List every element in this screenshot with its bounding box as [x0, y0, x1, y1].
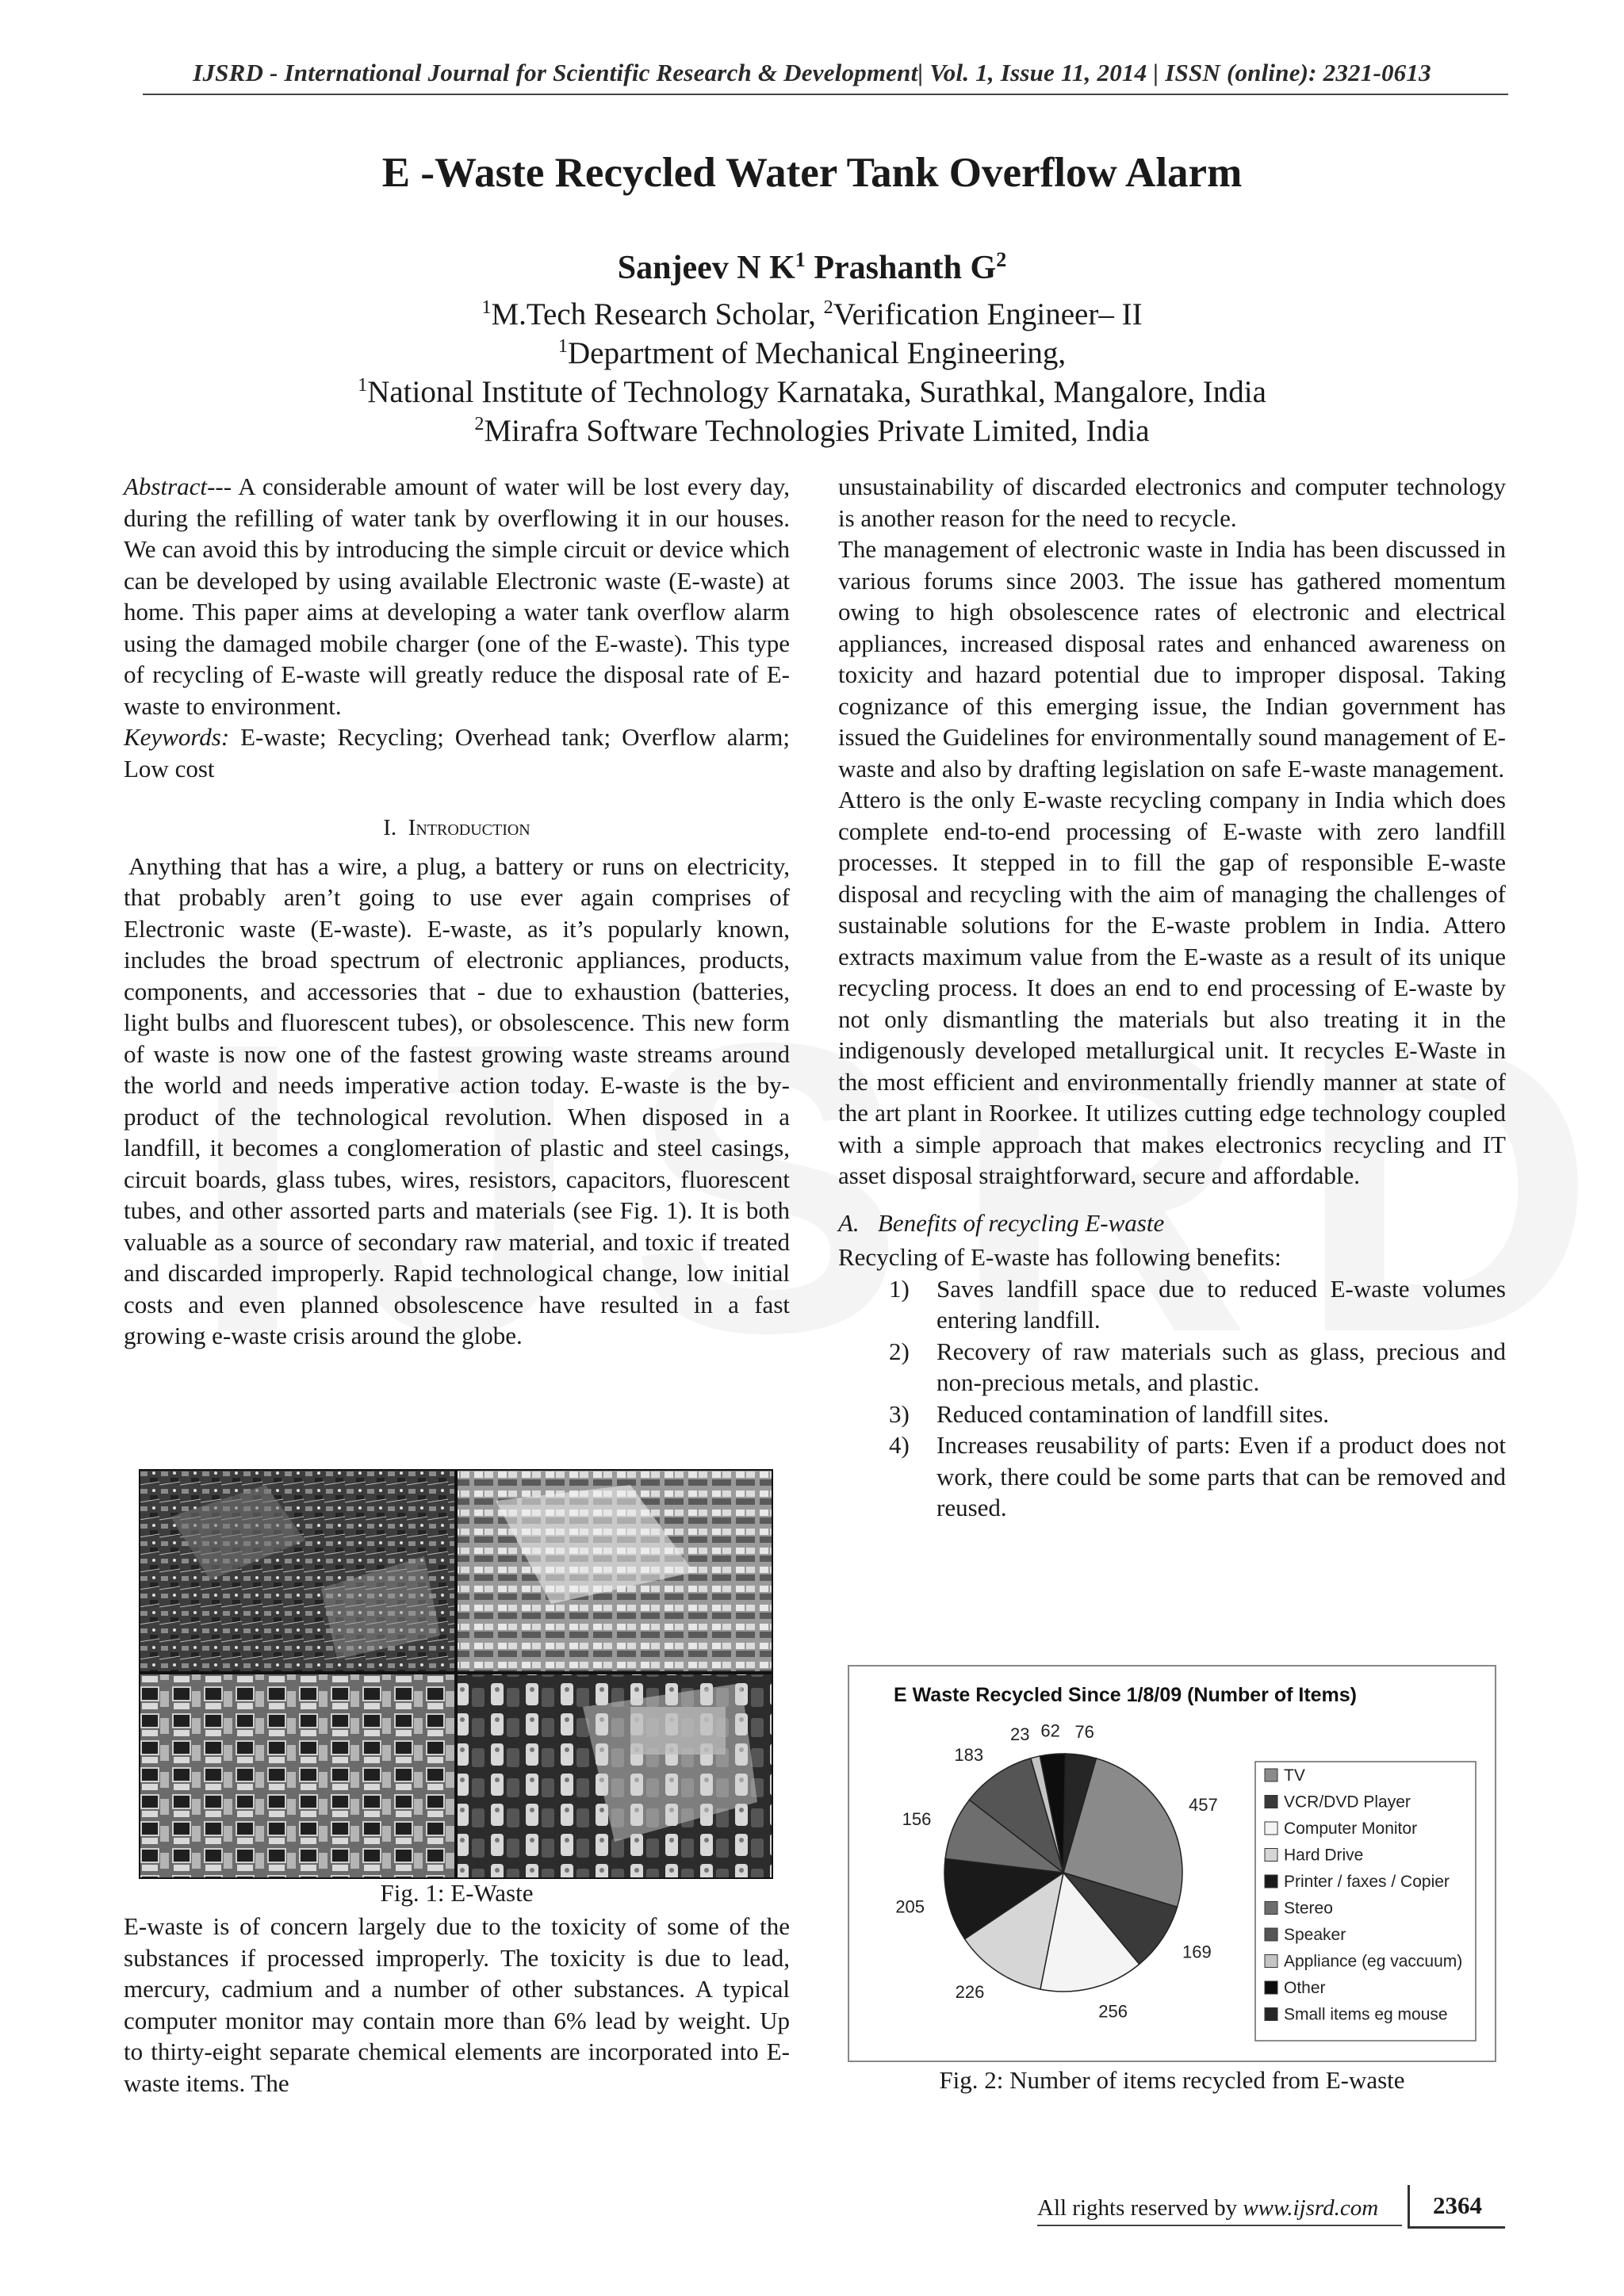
affiliation-line-1 — [0, 297, 1624, 332]
left-column — [124, 471, 790, 1352]
chart-title: E Waste Recycled Since 1/8/09 (Number of Items) — [894, 1684, 1358, 1706]
legend-swatch — [1265, 1849, 1277, 1862]
legend-swatch — [1265, 1875, 1277, 1888]
pie-data-label: 205 — [895, 1896, 925, 1917]
legend-label: Computer Monitor — [1284, 1820, 1418, 1838]
author-1: Sanjeev N K — [617, 250, 795, 286]
legend-swatch — [1265, 1928, 1277, 1941]
abstract — [124, 471, 790, 721]
aff-sup: 1 — [481, 297, 492, 318]
pie-data-label: 256 — [1098, 2001, 1128, 2022]
subsection-heading-benefits: A. Benefits of recycling E-waste — [838, 1208, 1165, 1237]
author-line — [0, 249, 1624, 287]
pie-data-label: 23 — [1010, 1724, 1030, 1745]
keywords — [124, 721, 790, 784]
abstract-label: Abstract — [124, 473, 208, 500]
list-number: 2) — [889, 1337, 910, 1365]
figure-1-ewaste-collage — [139, 1469, 773, 1879]
section-title: Introduction — [408, 815, 530, 840]
footer-rule — [1037, 2225, 1402, 2226]
figure-2-caption: Fig. 2: Number of items recycled from E-waste — [939, 2066, 1405, 2094]
legend-swatch — [1265, 1955, 1277, 1968]
keywords-text: E-waste; Recycling; Overhead tank; Overflow alarm; Low cost — [124, 723, 790, 783]
aff-text: Department of Mechanical Engineering, — [568, 336, 1067, 370]
site-link[interactable]: www.ijsrd.com — [1243, 2195, 1379, 2221]
aff-text: National Institute of Technology Karnataka, Surathkal, Mangalore, India — [367, 375, 1266, 409]
legend-label: Stereo — [1284, 1899, 1333, 1918]
page-number: 2364 — [1408, 2185, 1505, 2229]
section-number: I. — [383, 815, 397, 840]
rights-text: All rights reserved by — [1037, 2195, 1243, 2221]
aff-sup: 2 — [474, 413, 485, 434]
section-heading-introduction — [124, 813, 790, 844]
author-1-sup: 1 — [795, 248, 806, 271]
toxicity-paragraph — [124, 1911, 790, 2099]
pie-data-label: 62 — [1040, 1720, 1060, 1741]
affiliation-line-3 — [0, 374, 1624, 410]
legend-swatch — [1265, 1769, 1277, 1781]
legend-swatch — [1265, 1981, 1277, 1994]
list-text: Recovery of raw materials such as glass, precious and non-precious metals, and plastic. — [936, 1337, 1506, 1396]
affiliation-line-2 — [0, 335, 1624, 371]
legend-swatch — [1265, 1822, 1277, 1835]
list-item — [838, 1336, 1506, 1399]
list-item — [838, 1273, 1506, 1336]
aff-sup: 2 — [823, 297, 833, 318]
header-rule — [143, 94, 1508, 95]
benefits-list — [838, 1273, 1506, 1524]
benefits-intro: Recycling of E-waste has following benefits: — [838, 1243, 1281, 1271]
list-number: 1) — [889, 1274, 910, 1303]
list-item — [838, 1399, 1506, 1430]
list-text: Saves landfill space due to reduced E-waste volumes entering landfill. — [936, 1274, 1506, 1334]
list-number: 3) — [889, 1399, 910, 1428]
right-column — [838, 471, 1506, 1524]
list-item — [838, 1429, 1506, 1524]
pie-chart — [849, 1667, 1495, 2061]
list-text: Reduced contamination of landfill sites. — [936, 1399, 1330, 1428]
attero-paragraph: Attero is the only E-waste recycling company in India which does complete end-to-end processing of E-waste with zero landfill processes. It stepped in to fill the gap of responsible E-waste disposal and recycling with the aim of managing the challenges of sustainable solutions for the E-waste problem in India. Attero extracts maximum value from the E-waste as a result of its unique recycling process. It does an end to end processing of E-waste by not only dismantling the materials but also treating it in the indigenously developed metallurgical unit. It recycles E-Waste in the most efficient and environmentally friendly manner at state of the art plant in Roorkee. It utilizes cutting edge technology coupled with a simple approach that makes electronics recycling and IT asset disposal straightforward, secure and affordable. — [838, 786, 1506, 1189]
figure-1-caption: Fig. 1: E-Waste — [380, 1879, 534, 1907]
figure-2-chart-frame — [848, 1665, 1496, 2062]
legend-label: Small items eg mouse — [1284, 2005, 1448, 2024]
pie-data-label: 156 — [902, 1808, 932, 1829]
legend-label: Speaker — [1284, 1926, 1346, 1944]
legend-swatch — [1265, 2008, 1277, 2021]
pie-data-label: 457 — [1189, 1794, 1218, 1815]
aff-sup: 1 — [358, 374, 368, 396]
legend-label: Printer / faxes / Copier — [1284, 1873, 1450, 1891]
continued-paragraph: unsustainability of discarded electronics and computer technology is another reason for the need to recycle. — [838, 473, 1506, 532]
abstract-text: --- A considerable amount of water will be lost every day, during the refilling of water tank by overflowing it in our houses. We can avoid this by introducing the simple circuit or device which can be developed by using available Electronic waste (E-waste) at home. This paper aims at developing a water tank overflow alarm using the damaged mobile charger (one of the E-waste). This type of recycling of E-waste will greatly reduce the disposal rate of E-waste to environment. — [124, 473, 790, 720]
author-2-sup: 2 — [996, 248, 1007, 271]
legend-label: Appliance (eg vaccuum) — [1284, 1952, 1463, 1971]
pie-data-label: 76 — [1074, 1721, 1094, 1742]
pie-data-label: 169 — [1182, 1942, 1212, 1962]
legend-label: TV — [1284, 1766, 1305, 1785]
legend-label: Hard Drive — [1284, 1846, 1364, 1865]
toxicity-text: E-waste is of concern largely due to the toxicity of some of the substances if processed improperly. The toxicity is due to lead, mercury, cadmium and a number of other substances. A typical computer monitor may contain more than 6% lead by weight. Up to thirty-eight separate chemical elements are incorporated into E-waste items. The — [124, 1912, 790, 2097]
keywords-label: Keywords: — [124, 723, 230, 751]
pie-data-label: 226 — [955, 1981, 985, 2002]
legend-label: Other — [1284, 1979, 1326, 1997]
list-text: Increases reusability of parts: Even if a product does not work, there could be some parts that can be removed and reused. — [936, 1431, 1506, 1521]
aff-text: Mirafra Software Technologies Private Limited, India — [484, 414, 1150, 448]
intro-paragraph: Anything that has a wire, a plug, a battery or runs on electricity, that probably aren’t going to use ever again comprises of Electronic waste (E-waste). E-waste, as it’s popularly known, includes the broad spectrum of electronic appliances, products, components, and accessories that - due to exhaustion (batteries, light bulbs and fluorescent tubes), or obsolescence. This new form of waste is now one of the fastest growing waste streams around the world and needs imperative action today. E-waste is the by-product of the technological revolution. When disposed in a landfill, it becomes a conglomeration of plastic and steel casings, circuit boards, glass tubes, wires, resistors, capacitors, fluorescent tubes, and other assorted parts and materials (see Fig. 1). It is both valuable as a source of secondary raw material, and toxic if treated and discarded improperly. Rapid technological change, low initial costs and even planned obsolescence have resulted in a fast growing e-waste crisis around the globe. — [124, 851, 790, 1349]
affiliation-line-4 — [0, 413, 1624, 449]
legend-label: VCR/DVD Player — [1284, 1793, 1411, 1812]
aff-text: Verification Engineer– II — [833, 297, 1143, 331]
aff-text: M.Tech Research Scholar, — [491, 297, 824, 331]
list-number: 4) — [889, 1431, 910, 1459]
author-2: Prashanth G — [814, 250, 997, 286]
legend-swatch — [1265, 1902, 1277, 1915]
pie-data-label: 183 — [954, 1744, 984, 1765]
running-header: IJSRD - International Journal for Scientific Research & Development| Vol. 1, Issue 11, 2014 | ISSN (online): 2321-0613 — [193, 59, 1431, 86]
paper-title: E -Waste Recycled Water Tank Overflow Alarm — [381, 150, 1243, 196]
india-paragraph: The management of electronic waste in India has been discussed in various forums since 2003. The issue has gathered momentum owing to high obsolescence rates of electronic and electrical appliances, increased disposal rates and enhanced awareness on toxicity and hazard potential due to improper disposal. Taking cognizance of this emerging issue, the Indian government has issued the Guidelines for environmentally sound management of E-waste and also by drafting legislation on safe E-waste management. — [838, 535, 1506, 783]
legend-swatch — [1265, 1796, 1277, 1808]
aff-sup: 1 — [557, 335, 568, 357]
footer-rights — [1037, 2195, 1378, 2221]
